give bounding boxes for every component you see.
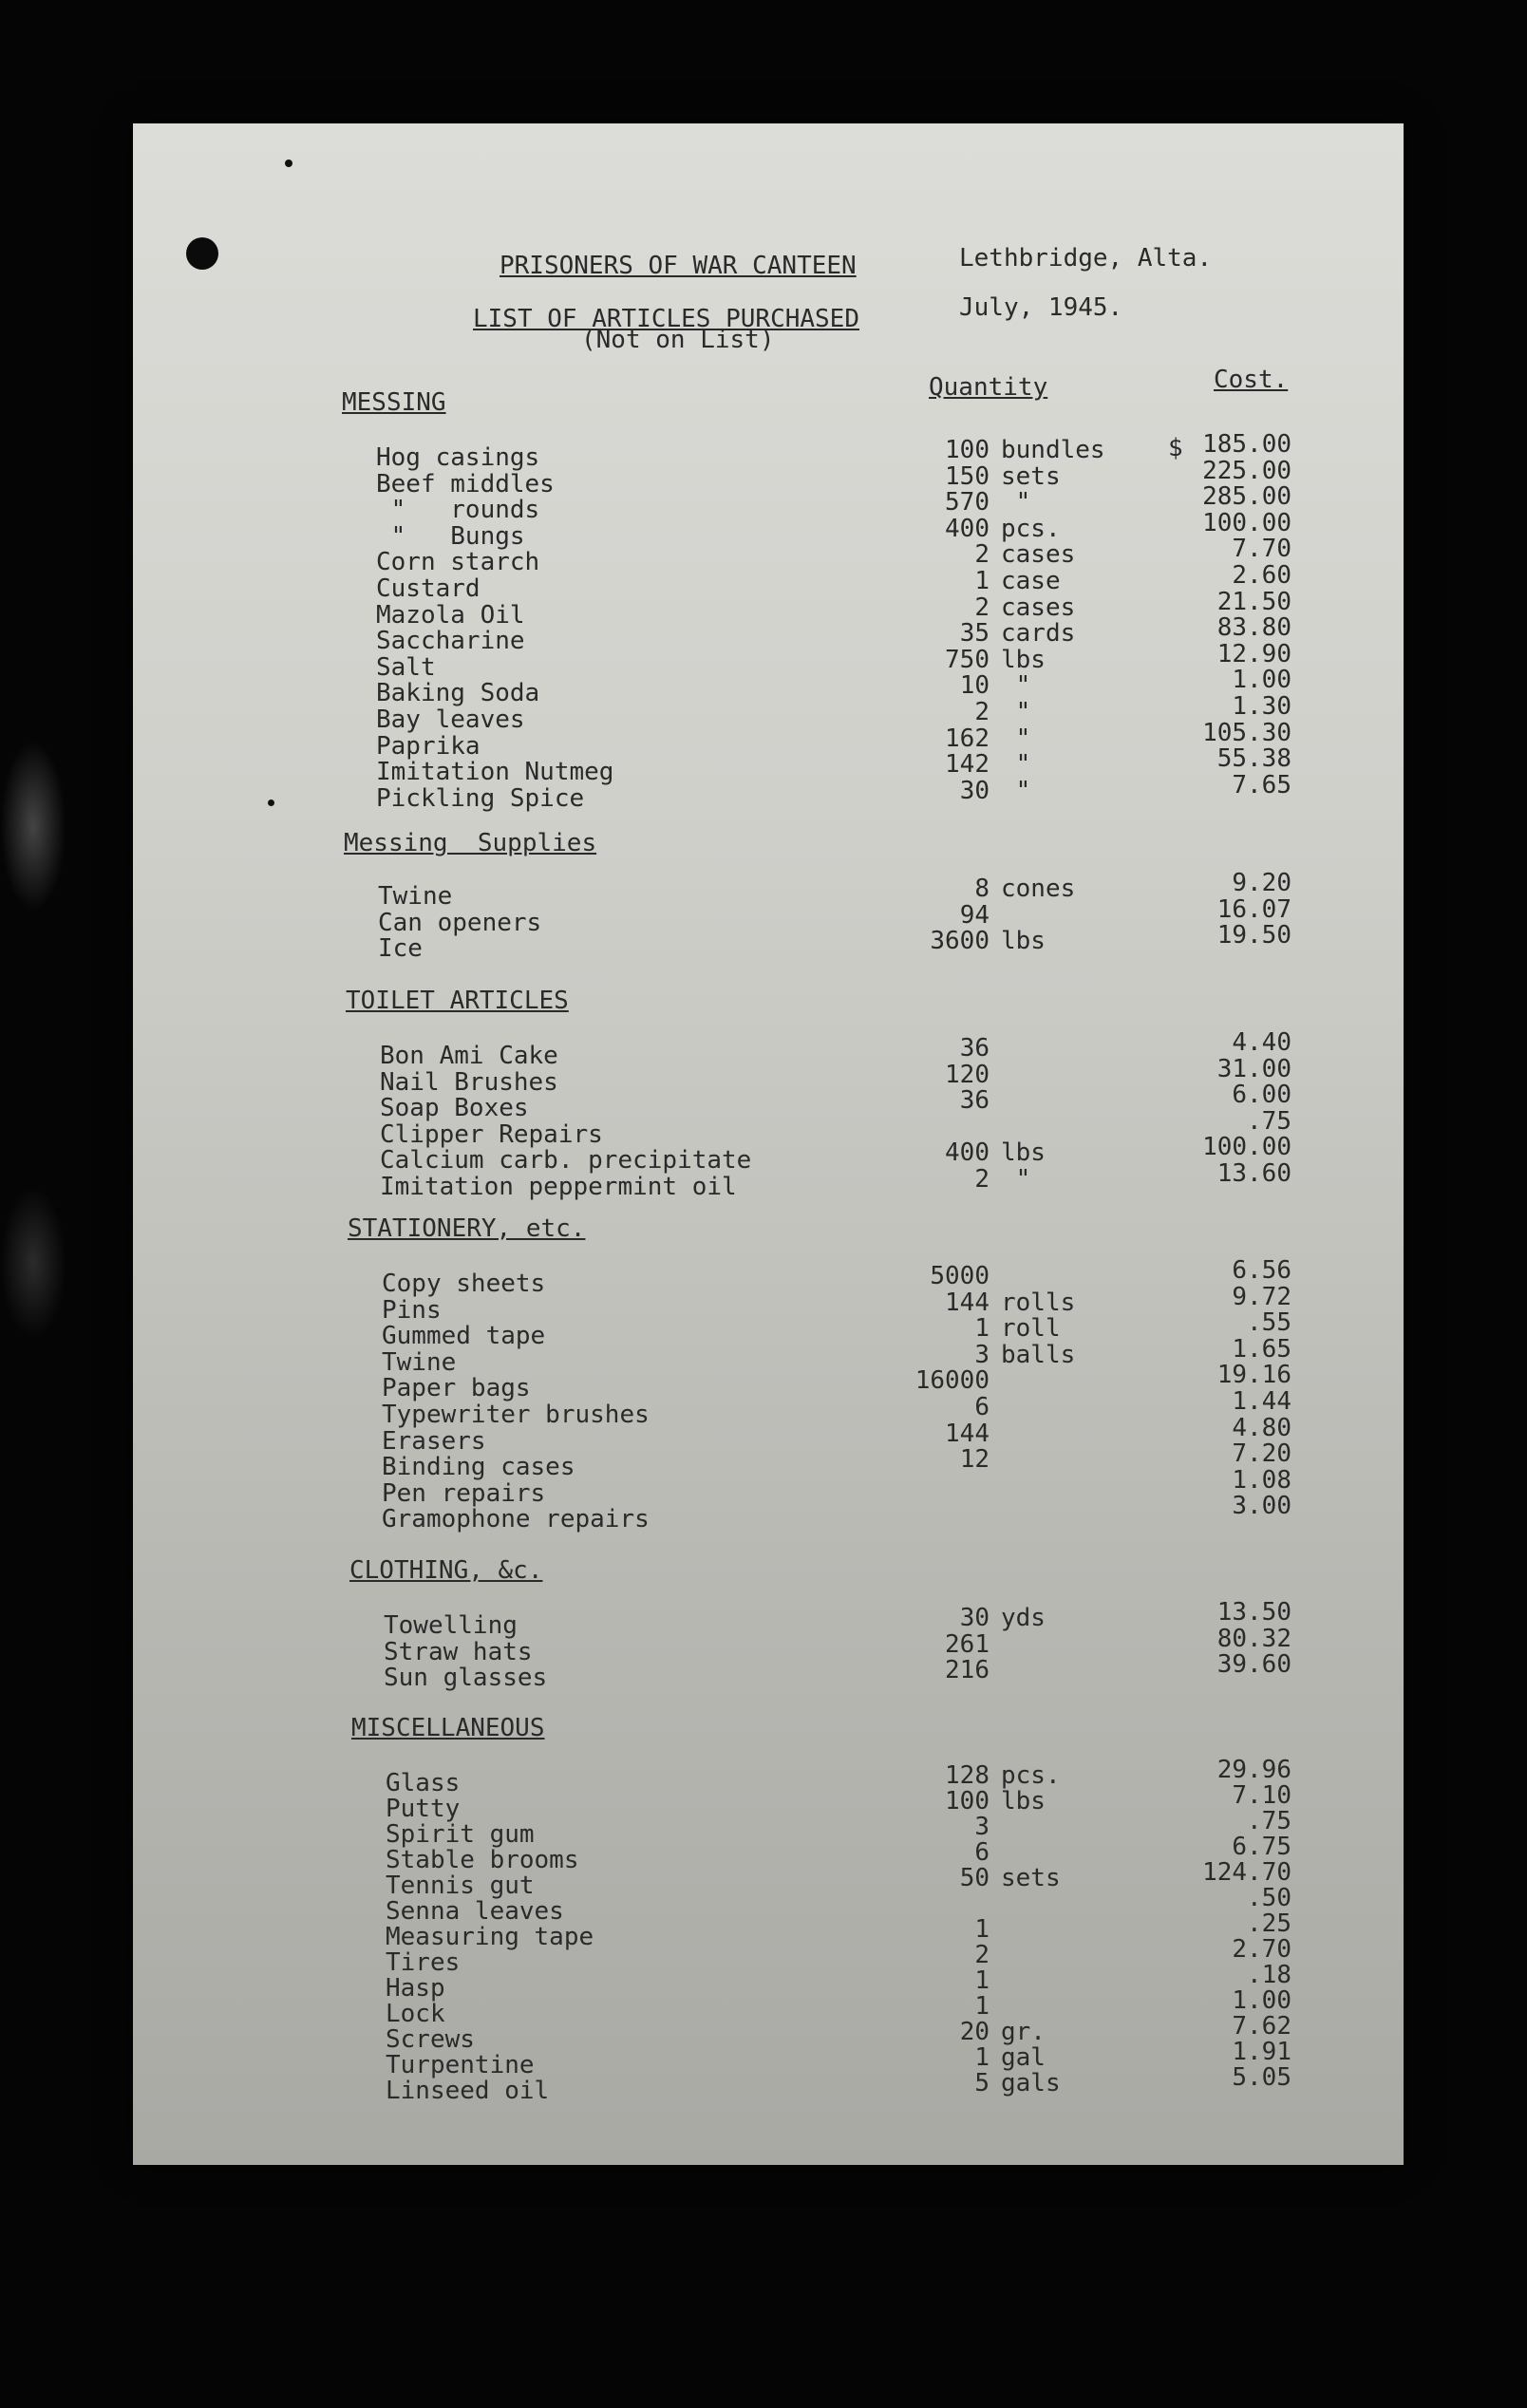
item-name: Glass [386, 1769, 461, 1797]
film-edge-glare [0, 741, 66, 912]
item-quantity: 144 [945, 1419, 990, 1448]
item-quantity: 750 [945, 645, 990, 674]
item-quantity: 2 [974, 540, 990, 570]
item-cost: 285.00 [1202, 482, 1291, 512]
item-quantity: 16000 [914, 1366, 990, 1396]
ink-speck [268, 800, 274, 806]
place-line: Lethbridge, Alta. [959, 244, 1213, 273]
item-quantity: 5000 [930, 1262, 990, 1290]
item-unit: cases [1001, 593, 1076, 622]
item-quantity: 12 [959, 1445, 990, 1475]
item-cost: 100.00 [1202, 1133, 1291, 1162]
item-unit: " [1001, 488, 1031, 517]
item-name: Pickling Spice [376, 783, 585, 813]
item-cost: 3.00 [1232, 1492, 1291, 1521]
item-name: Twine [378, 882, 453, 911]
section-heading: Messing Supplies [344, 829, 597, 857]
item-cost: 83.80 [1216, 613, 1291, 643]
item-name: Imitation Nutmeg [376, 758, 614, 787]
item-cost: 13.50 [1216, 1598, 1291, 1627]
item-quantity: 400 [945, 1138, 990, 1168]
section-heading: TOILET ARTICLES [346, 987, 569, 1015]
item-quantity: 100 [945, 1787, 990, 1815]
item-name: Corn starch [376, 548, 540, 577]
item-cost: 5.05 [1232, 2063, 1291, 2092]
item-cost: 4.80 [1232, 1413, 1291, 1442]
item-cost: .25 [1247, 1909, 1291, 1938]
item-name: Towelling [384, 1611, 518, 1640]
item-name: Hog casings [376, 443, 540, 472]
item-cost: 2.70 [1232, 1935, 1291, 1964]
item-name: Stable brooms [386, 1846, 579, 1874]
item-quantity: 570 [945, 488, 990, 517]
item-cost: 7.20 [1232, 1439, 1291, 1469]
item-quantity: 2 [974, 1941, 990, 1969]
item-quantity: 162 [945, 724, 990, 753]
item-unit: cards [1001, 619, 1076, 649]
item-quantity: 50 [959, 1864, 990, 1892]
item-cost: .18 [1247, 1961, 1291, 1989]
item-name: Lock [386, 2000, 445, 2028]
item-cost: 9.20 [1232, 869, 1291, 897]
item-unit: lbs [1001, 1787, 1046, 1815]
item-cost: .50 [1247, 1884, 1291, 1912]
item-name: Beef middles [376, 469, 555, 499]
item-name: Linseed oil [386, 2077, 550, 2105]
item-name: Copy sheets [382, 1270, 546, 1298]
item-name: Straw hats [384, 1637, 533, 1666]
item-name: Sun glasses [384, 1664, 548, 1693]
item-unit: sets [1001, 461, 1061, 491]
item-name: Gramophone repairs [382, 1505, 650, 1534]
item-name: Binding cases [382, 1453, 575, 1482]
item-unit: balls [1001, 1340, 1076, 1369]
item-cost: 55.38 [1216, 744, 1291, 774]
item-name: Baking Soda [376, 679, 540, 708]
item-quantity: 1 [974, 1314, 990, 1344]
item-unit: bundles [1001, 436, 1105, 464]
ink-speck [285, 160, 292, 167]
item-unit: pcs. [1001, 514, 1061, 543]
item-cost: 80.32 [1216, 1624, 1291, 1653]
item-name: " Bungs [376, 521, 525, 551]
item-cost: 7.65 [1232, 770, 1291, 800]
quantity-header: Quantity [929, 373, 1048, 402]
item-name: Typewriter brushes [382, 1401, 650, 1429]
item-cost: 31.00 [1216, 1054, 1291, 1083]
item-unit: lbs [1001, 1138, 1046, 1168]
item-cost: 1.65 [1232, 1334, 1291, 1364]
item-unit: " [1001, 698, 1031, 726]
item-cost: 2.60 [1232, 561, 1291, 590]
item-unit: gals [1001, 2069, 1061, 2098]
item-quantity: 10 [959, 671, 990, 701]
film-edge-glare [0, 1187, 66, 1339]
item-quantity: 36 [959, 1086, 990, 1116]
item-quantity: 142 [945, 750, 990, 780]
section-heading: MISCELLANEOUS [351, 1714, 545, 1742]
item-cost: .55 [1247, 1308, 1291, 1338]
item-quantity: 216 [945, 1656, 990, 1685]
item-unit: gal [1001, 2043, 1046, 2072]
item-quantity: 30 [959, 1604, 990, 1632]
item-cost: 21.50 [1216, 587, 1291, 616]
item-name: Putty [386, 1795, 461, 1823]
item-name: Paprika [376, 731, 481, 761]
item-unit: cones [1001, 875, 1076, 903]
item-quantity: 150 [945, 461, 990, 491]
punch-hole [186, 237, 218, 270]
item-name: Tennis gut [386, 1872, 535, 1900]
item-cost: .75 [1247, 1807, 1291, 1835]
item-cost: 6.00 [1232, 1081, 1291, 1110]
document-page [133, 123, 1404, 2165]
item-cost: 19.50 [1216, 921, 1291, 950]
item-quantity: 1 [974, 1915, 990, 1944]
item-cost: 7.62 [1232, 2012, 1291, 2041]
item-name: Pins [382, 1295, 442, 1325]
item-cost: 1.44 [1232, 1387, 1291, 1416]
item-unit: " [1001, 671, 1031, 701]
item-name: Ice [378, 934, 423, 964]
item-name: Saccharine [376, 627, 525, 656]
item-quantity: 1 [974, 2043, 990, 2072]
item-cost: 12.90 [1216, 639, 1291, 668]
item-cost: 29.96 [1216, 1756, 1291, 1784]
item-unit: cases [1001, 540, 1076, 570]
section-heading: CLOTHING, &c. [349, 1556, 543, 1585]
item-quantity: 1 [974, 567, 990, 595]
item-unit: case [1001, 567, 1061, 595]
item-name: Can openers [378, 908, 542, 937]
item-unit: sets [1001, 1864, 1061, 1892]
item-name: Salt [376, 652, 436, 682]
item-cost: 16.07 [1216, 894, 1291, 924]
item-quantity: 94 [959, 900, 990, 930]
item-quantity: 6 [974, 1838, 990, 1867]
item-cost: 105.30 [1202, 718, 1291, 747]
item-cost: 9.72 [1232, 1282, 1291, 1311]
item-name: Measuring tape [386, 1923, 594, 1951]
item-quantity: 400 [945, 514, 990, 543]
item-quantity: 120 [945, 1060, 990, 1089]
list-note: (Not on List) [581, 326, 775, 354]
item-name: Nail Brushes [380, 1067, 558, 1097]
item-quantity: 35 [959, 619, 990, 649]
item-name: Bay leaves [376, 705, 525, 734]
item-cost: 7.10 [1232, 1781, 1291, 1810]
item-quantity: 5 [974, 2069, 990, 2098]
item-quantity: 2 [974, 698, 990, 726]
section-heading: MESSING [342, 388, 446, 417]
item-name: Spirit gum [386, 1820, 535, 1849]
item-cost: 124.70 [1202, 1858, 1291, 1887]
item-cost: 6.75 [1232, 1833, 1291, 1861]
list-title: LIST OF ARTICLES PURCHASED [473, 305, 859, 333]
item-cost: 1.00 [1232, 666, 1291, 695]
item-name: Erasers [382, 1426, 486, 1456]
item-name: Custard [376, 574, 481, 603]
item-quantity: 36 [959, 1034, 990, 1063]
item-unit: " [1001, 724, 1031, 753]
item-cost: 1.00 [1232, 1986, 1291, 2015]
item-name: Tires [386, 1948, 461, 1977]
item-cost: 1.30 [1232, 692, 1291, 721]
item-name: Imitation peppermint oil [380, 1173, 737, 1201]
item-unit: gr. [1001, 2018, 1046, 2046]
dollar-sign: $ [1168, 434, 1183, 462]
item-name: Mazola Oil [376, 600, 525, 630]
item-cost: 4.40 [1232, 1028, 1291, 1057]
item-name: Clipper Repairs [380, 1119, 603, 1149]
item-name: Calcium carb. precipitate [380, 1146, 752, 1176]
item-cost: 100.00 [1202, 508, 1291, 537]
item-unit: " [1001, 1165, 1031, 1194]
item-quantity: 3 [974, 1813, 990, 1841]
item-quantity: 128 [945, 1761, 990, 1790]
item-quantity: 3600 [930, 927, 990, 956]
item-name: Paper bags [382, 1374, 531, 1403]
item-cost: 225.00 [1202, 456, 1291, 485]
item-name: Soap Boxes [380, 1094, 529, 1123]
item-unit: " [1001, 776, 1031, 805]
item-name: Pen repairs [382, 1478, 546, 1508]
item-name: Hasp [386, 1974, 445, 2003]
cost-header: Cost. [1214, 366, 1289, 394]
item-quantity: 20 [959, 2018, 990, 2046]
item-name: " rounds [376, 496, 540, 525]
item-quantity: 144 [945, 1288, 990, 1317]
item-cost: 19.16 [1216, 1361, 1291, 1390]
item-unit: lbs [1001, 927, 1046, 956]
item-name: Bon Ami Cake [380, 1042, 558, 1070]
item-name: Senna leaves [386, 1897, 564, 1926]
item-cost: 13.60 [1216, 1159, 1291, 1188]
item-cost: 185.00 [1202, 430, 1291, 459]
canteen-title: PRISONERS OF WAR CANTEEN [500, 252, 857, 280]
item-cost: .75 [1247, 1106, 1291, 1136]
item-quantity: 1 [974, 1992, 990, 2021]
item-quantity: 261 [945, 1629, 990, 1659]
item-quantity: 1 [974, 1966, 990, 1995]
item-cost: 7.70 [1232, 535, 1291, 564]
item-name: Turpentine [386, 2051, 535, 2079]
item-unit: rolls [1001, 1288, 1076, 1317]
item-unit: " [1001, 750, 1031, 780]
item-name: Gummed tape [382, 1322, 546, 1351]
item-cost: 6.56 [1232, 1256, 1291, 1285]
item-unit: pcs. [1001, 1761, 1061, 1790]
item-quantity: 100 [945, 436, 990, 464]
item-cost: 1.91 [1232, 2038, 1291, 2066]
item-name: Screws [386, 2025, 475, 2054]
item-cost: 1.08 [1232, 1465, 1291, 1495]
item-quantity: 8 [974, 875, 990, 903]
section-heading: STATIONERY, etc. [348, 1214, 586, 1243]
item-unit: lbs [1001, 645, 1046, 674]
item-unit: yds [1001, 1604, 1046, 1632]
item-quantity: 3 [974, 1340, 990, 1369]
item-cost: 39.60 [1216, 1650, 1291, 1680]
item-quantity: 6 [974, 1393, 990, 1421]
item-name: Twine [382, 1347, 457, 1377]
item-quantity: 30 [959, 776, 990, 805]
item-quantity: 2 [974, 593, 990, 622]
item-quantity: 2 [974, 1165, 990, 1194]
date-line: July, 1945. [959, 293, 1123, 322]
item-unit: roll [1001, 1314, 1061, 1344]
